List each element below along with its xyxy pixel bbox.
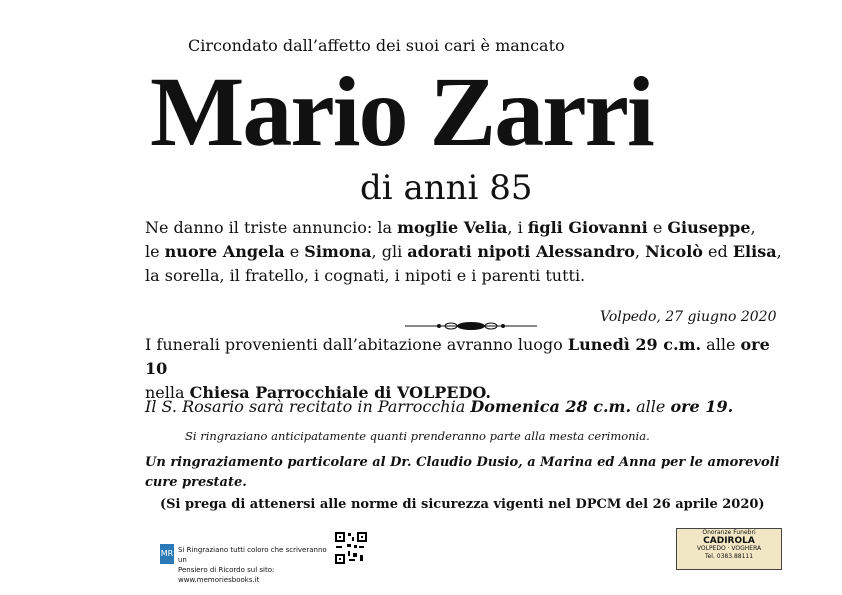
safety-notice: (Si prega di attenersi alle norme di sicurezza vigenti nel DPCM del 26 aprile 2020) bbox=[160, 497, 765, 512]
ornament-divider bbox=[405, 320, 537, 332]
announcement-paragraph bbox=[145, 216, 795, 288]
deceased-age: di anni 85 bbox=[360, 168, 533, 208]
funeral-line-1: I funerali provenienti dall’abitazione avranno luogo Lunedì 29 c.m. alle ore 10 bbox=[145, 335, 770, 378]
announcement-line-3: la sorella, il fratello, i cognati, i nipoti e i parenti tutti. bbox=[145, 266, 586, 285]
memories-logo-icon: MR bbox=[160, 544, 174, 564]
footer-text: Si Ringraziano tutti coloro che scriveranno un Pensiero di Ricordo sul sito: www.memoriesbooks.it bbox=[178, 546, 327, 584]
funeral-line-2: nella Chiesa Parrocchiale di VOLPEDO. bbox=[145, 383, 491, 402]
deceased-name: Mario Zarri bbox=[150, 56, 653, 167]
special-thanks: Un ringraziamento particolare al Dr. Claudio Dusio, a Marina ed Anna per le amorevoli cure prestate. bbox=[145, 455, 780, 490]
funeral-paragraph bbox=[145, 333, 795, 405]
rosario-line: Il S. Rosario sarà recitato in Parrocchia Domenica 28 c.m. alle ore 19. bbox=[145, 397, 734, 416]
thanks-note: Si ringraziano anticipatamente quanti prenderanno parte alla mesta cerimonia. bbox=[185, 429, 650, 443]
funeral-agency-stamp: Onoranze Funebri CADIROLA VOLPEDO · VOGHERA Tel. 0383.88111 bbox=[676, 528, 782, 570]
place-date: Volpedo, 27 giugno 2020 bbox=[600, 309, 777, 325]
intro-text: Circondato dall’affetto dei suoi cari è mancato bbox=[188, 36, 565, 55]
announcement-line-2: le nuore Angela e Simona, gli adorati nipoti Alessandro, Nicolò ed Elisa, bbox=[145, 242, 782, 261]
qr-code-icon[interactable] bbox=[334, 531, 368, 565]
announcement-line-1: Ne danno il triste annuncio: la moglie Velia, i figli Giovanni e Giuseppe, bbox=[145, 218, 756, 237]
